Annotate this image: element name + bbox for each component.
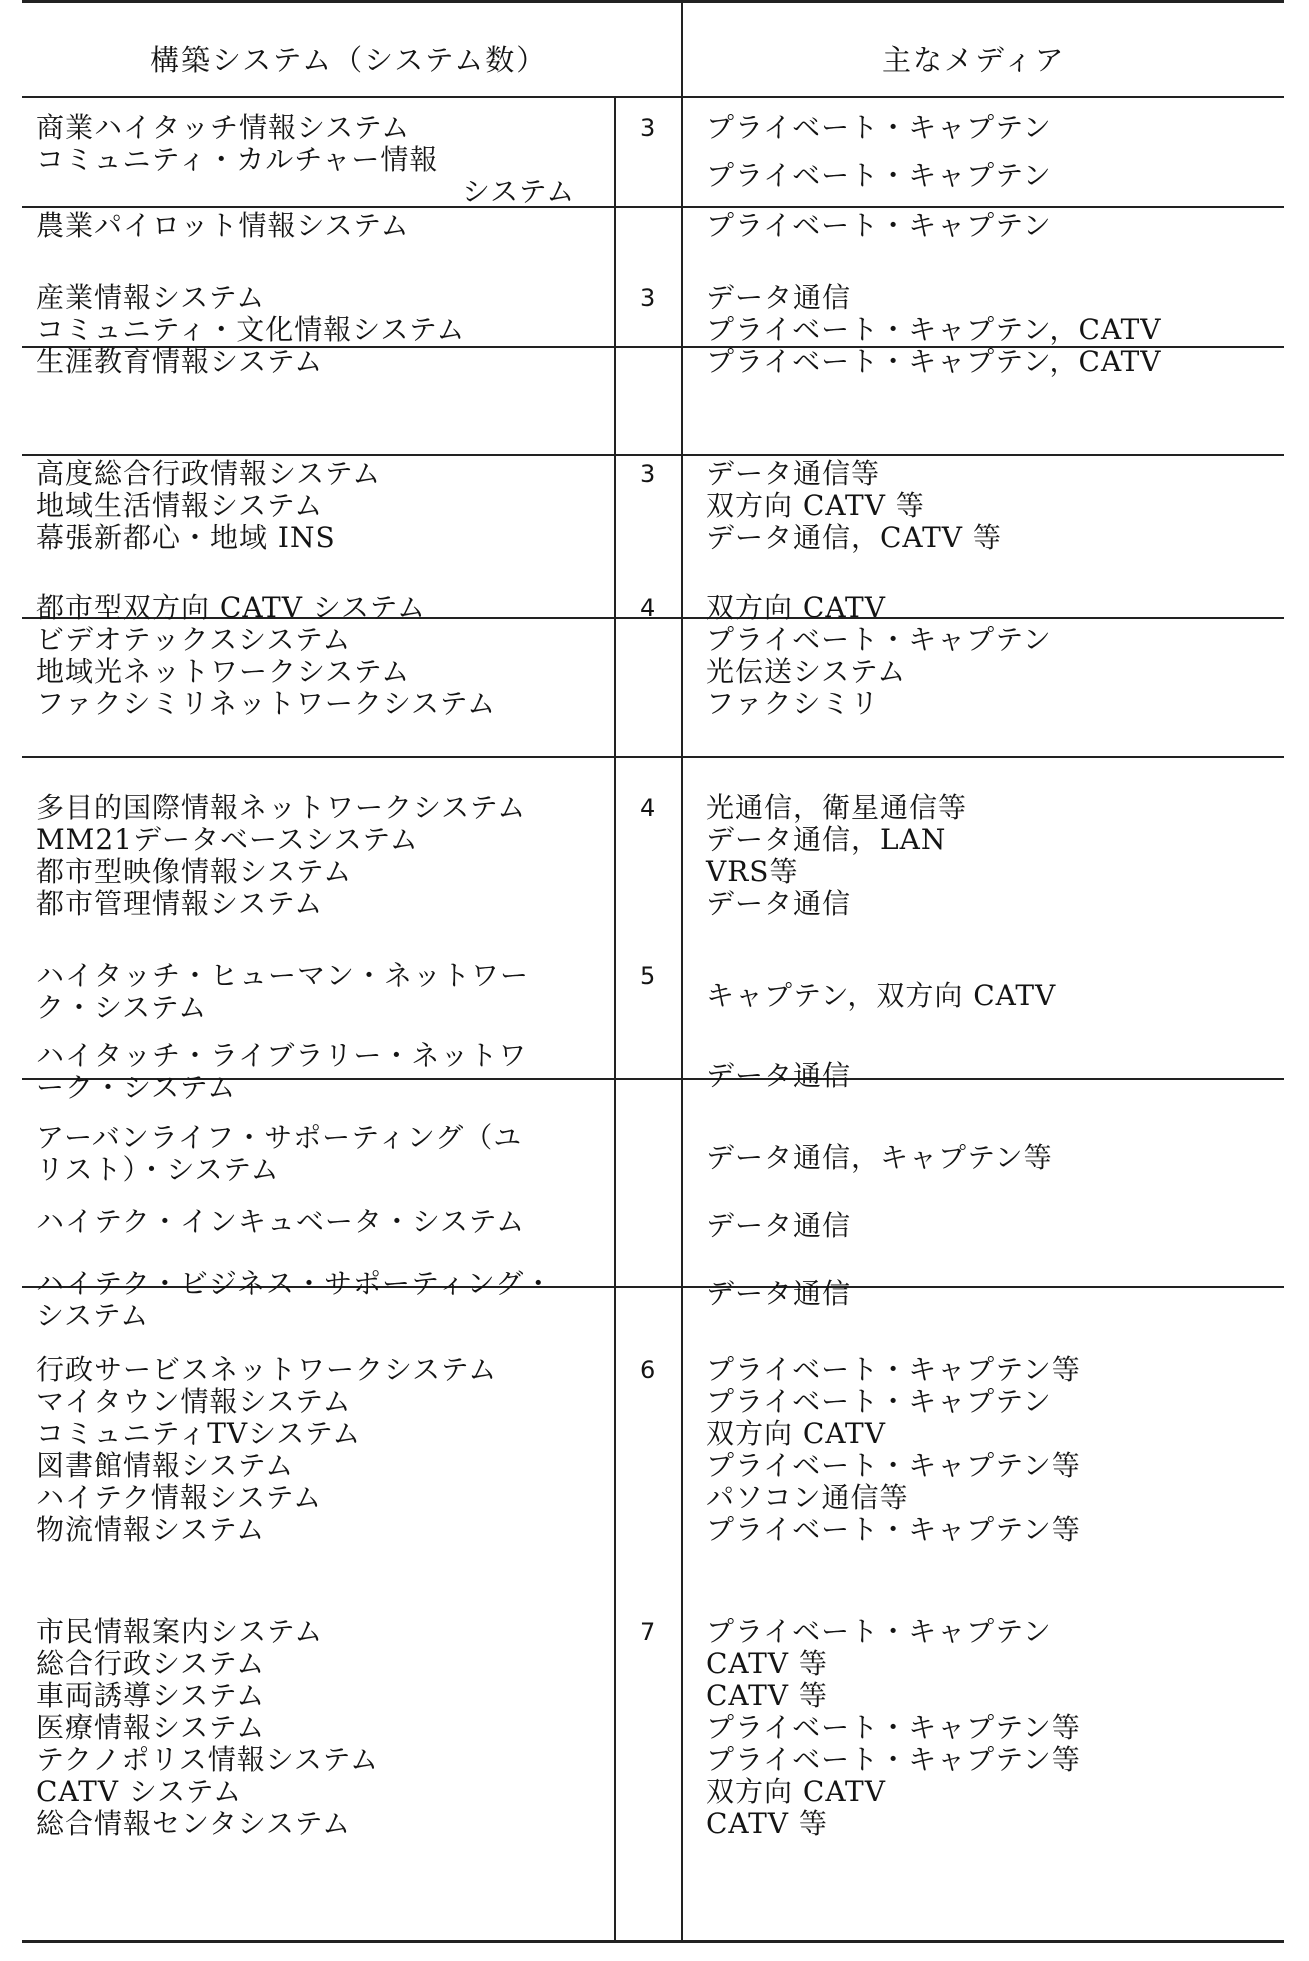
system-name: ハイテク情報システム [36, 1481, 323, 1514]
column-divider-media [681, 0, 683, 1941]
media-item: 光伝送システム [706, 655, 907, 688]
system-count: 3 [640, 114, 656, 142]
system-count: 7 [640, 1618, 656, 1646]
media-item: パソコン通信等 [706, 1481, 909, 1514]
media-item: プライベート・キャプテン [706, 159, 1052, 192]
media-item: 光通信，衛星通信等 [706, 791, 968, 824]
system-name: 図書館情報システム [36, 1449, 295, 1482]
media-item: データ通信 [706, 1209, 852, 1242]
media-item: プライベート・キャプテン [706, 111, 1052, 144]
media-item: 双方向 CATV [706, 1775, 886, 1808]
system-name: 都市型双方向 CATV システム [36, 591, 427, 624]
system-name-continued: システム [462, 175, 576, 208]
header-systems: 構築システム（システム数） [150, 43, 548, 77]
media-item: ファクシミリ [706, 687, 880, 720]
system-name: CATV システム [36, 1775, 243, 1808]
system-name: 市民情報案内システム [36, 1615, 324, 1648]
system-name: 総合行政システム [36, 1647, 266, 1680]
system-name: 物流情報システム [36, 1513, 266, 1546]
header-rule [22, 96, 1284, 98]
system-name: 産業情報システム [36, 281, 266, 314]
system-name: 農業パイロット情報システム [36, 209, 410, 242]
media-item: CATV 等 [706, 1679, 828, 1712]
media-item: データ通信 [706, 887, 852, 920]
media-item: データ通信 [706, 281, 852, 314]
media-item: プライベート・キャプテン，CATV [706, 313, 1162, 346]
table-bottom-rule [22, 1940, 1284, 1943]
system-name: ビデオテックスシステム [36, 623, 352, 656]
media-item: プライベート・キャプテン [706, 1615, 1052, 1648]
media-item: データ通信 [706, 1059, 852, 1092]
system-name: 総合情報センタシステム [36, 1807, 352, 1840]
media-item: プライベート・キャプテン [706, 1385, 1052, 1418]
media-item: プライベート・キャプテン，CATV [706, 345, 1162, 378]
media-item: CATV 等 [706, 1807, 828, 1840]
media-item: 双方向 CATV 等 [706, 489, 925, 522]
media-item: データ通信，キャプテン等 [706, 1141, 1053, 1174]
media-item: プライベート・キャプテン等 [706, 1711, 1081, 1744]
system-count: 4 [640, 794, 656, 822]
row-rule [22, 206, 1284, 208]
system-name-continued: ーク・システム [36, 1071, 237, 1104]
media-item: 双方向 CATV [706, 1417, 886, 1450]
media-item: データ通信等 [706, 457, 881, 490]
media-item: プライベート・キャプテン等 [706, 1449, 1081, 1482]
system-name: ハイタッチ・ヒューマン・ネットワー [36, 959, 530, 992]
media-item: 双方向 CATV [706, 591, 886, 624]
system-name: 商業ハイタッチ情報システム [36, 111, 411, 144]
system-name: マイタウン情報システム [36, 1385, 352, 1418]
system-name: テクノポリス情報システム [36, 1743, 379, 1776]
media-item: データ通信 [706, 1277, 852, 1310]
system-name: ハイテク・ビジネス・サポーティング・ [36, 1267, 554, 1300]
system-name: MM21データベースシステム [36, 823, 419, 856]
row-rule [22, 756, 1284, 758]
media-item: プライベート・キャプテン等 [706, 1513, 1081, 1546]
system-count: 3 [640, 460, 656, 488]
system-name-continued: ク・システム [36, 991, 208, 1024]
system-name-continued: システム [36, 1299, 150, 1332]
system-name-continued: リスト）・システム [36, 1153, 280, 1186]
media-item: データ通信，LAN [706, 823, 947, 856]
system-name: ファクシミリネットワークシステム [36, 687, 497, 720]
system-name: 幕張新都心・地域 INS [36, 521, 336, 554]
column-divider-count [614, 96, 616, 1941]
system-name: コミュニティTVシステム [36, 1417, 362, 1450]
system-name: アーバンライフ・サポーティング（ユ [36, 1121, 523, 1154]
system-count: 4 [640, 594, 656, 622]
media-item: プライベート・キャプテン [706, 209, 1052, 242]
system-name: 車両誘導システム [36, 1679, 266, 1712]
table-top-rule [22, 0, 1284, 3]
media-item: CATV 等 [706, 1647, 828, 1680]
system-name: ハイタッチ・ライブラリー・ネットワ [36, 1039, 528, 1072]
system-name: コミュニティ・カルチャー情報 [36, 143, 439, 176]
row-rule [22, 454, 1284, 456]
system-name: 高度総合行政情報システム [36, 457, 382, 490]
media-item: プライベート・キャプテン等 [706, 1353, 1081, 1386]
system-name: 多目的国際情報ネットワークシステム [36, 791, 527, 824]
system-count: 6 [640, 1356, 656, 1384]
system-count: 3 [640, 284, 656, 312]
system-name: 医療情報システム [36, 1711, 266, 1744]
system-name: 地域光ネットワークシステム [36, 655, 411, 688]
system-name: 行政サービスネットワークシステム [36, 1353, 498, 1386]
system-name: 都市管理情報システム [36, 887, 324, 920]
system-count: 5 [640, 962, 656, 990]
header-media: 主なメディア [882, 43, 1066, 77]
media-item: VRS等 [706, 855, 799, 888]
system-name: コミュニティ・文化情報システム [36, 313, 466, 346]
media-item: プライベート・キャプテン [706, 623, 1052, 656]
media-item: キャプテン，双方向 CATV [706, 979, 1057, 1012]
system-name: 地域生活情報システム [36, 489, 324, 522]
system-name: ハイテク・インキュベータ・システム [36, 1205, 526, 1238]
system-name: 生涯教育情報システム [36, 345, 324, 378]
system-name: 都市型映像情報システム [36, 855, 353, 888]
media-item: データ通信，CATV 等 [706, 521, 1002, 554]
media-item: プライベート・キャプテン等 [706, 1743, 1081, 1776]
